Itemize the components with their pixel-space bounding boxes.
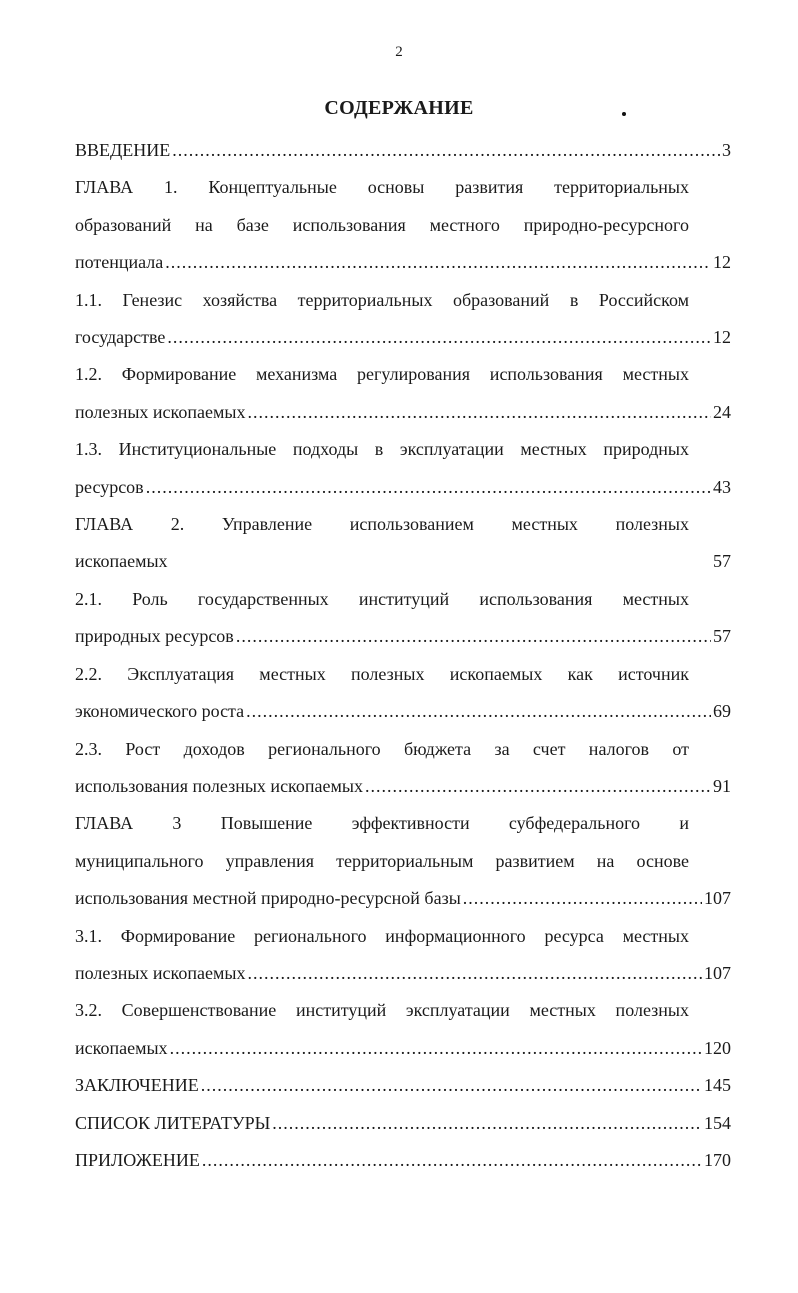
toc-entry-text-line: 1.3. Институциональные подходы в эксплуатации местных природных xyxy=(75,439,689,460)
toc-entry[interactable] xyxy=(75,282,731,357)
toc-entry-text-line: ГЛАВА 3 Повышение эффективности субфедерального и xyxy=(75,813,689,834)
toc-entry-page-number: 24 xyxy=(713,401,731,422)
toc-entry-last-line xyxy=(75,618,731,655)
toc-entry-label: использования местной природно-ресурсной базы xyxy=(75,888,461,909)
toc-entry[interactable] xyxy=(75,431,731,506)
dot-leader xyxy=(246,693,711,730)
dot-leader xyxy=(236,618,711,655)
toc-entry-label: использования полезных ископаемых xyxy=(75,775,363,796)
toc-entry-text-line: 2.1. Роль государственных институций использования местных xyxy=(75,588,689,609)
toc-entry[interactable] xyxy=(75,169,731,281)
toc-entry[interactable] xyxy=(75,731,731,806)
dot-leader xyxy=(463,880,702,917)
toc-entry-text-line: 1.2. Формирование механизма регулирования использования местных xyxy=(75,364,689,385)
toc-entry-last-line xyxy=(75,1142,731,1179)
toc-entry-text-line: 3.1. Формирование регионального информационного ресурса местных xyxy=(75,925,689,946)
dot-leader xyxy=(167,319,711,356)
toc-entry[interactable] xyxy=(75,1067,731,1104)
toc-entry-page-number: 3 xyxy=(722,140,731,160)
toc-entry-last-line xyxy=(75,469,731,506)
toc-entry-last-line xyxy=(75,693,731,730)
toc-entry-label: экономического роста xyxy=(75,701,245,722)
toc-entry[interactable] xyxy=(75,805,731,917)
toc-entry-text-line: ГЛАВА 2. Управление использованием местных полезных xyxy=(75,514,689,535)
toc-entry-last-line xyxy=(75,1030,731,1067)
toc-entry-page-number: 57 xyxy=(713,551,731,572)
toc-entry-text-line: ГЛАВА 1. Концептуальные основы развития территориальных xyxy=(75,177,689,198)
toc-entry-page-number: 12 xyxy=(713,327,731,348)
dot-leader xyxy=(201,1067,702,1104)
toc-entry-label: государстве xyxy=(75,327,166,348)
toc-entry-label: природных ресурсов xyxy=(75,626,234,647)
toc-entry-last-line xyxy=(75,955,731,992)
toc-entry-page-number: 69 xyxy=(713,701,731,722)
toc-entry-text-line: образований на базе использования местного природно-ресурсного xyxy=(75,214,689,235)
toc-entry-label: ископаемых xyxy=(75,1037,168,1058)
toc-entry-page-number: 57 xyxy=(713,626,731,647)
dot-leader xyxy=(170,1030,702,1067)
toc-entry-last-line xyxy=(75,768,731,805)
toc-entry-page-number: 120 xyxy=(704,1037,731,1058)
toc-entry-page-number: 43 xyxy=(713,476,731,497)
toc-entry[interactable] xyxy=(75,506,731,581)
dot-leader xyxy=(247,394,711,431)
toc-entry-page-number: 12 xyxy=(713,252,731,273)
toc-entry-last-line xyxy=(75,1067,731,1104)
toc-entry-label: полезных ископаемых xyxy=(75,401,246,422)
toc-entry-page-number: 107 xyxy=(704,888,731,909)
toc-entry-label: ЗАКЛЮЧЕНИЕ xyxy=(75,1075,199,1096)
toc-entry-last-line xyxy=(75,543,731,580)
toc-entry[interactable] xyxy=(75,1142,731,1179)
dot-leader xyxy=(247,955,702,992)
toc-entry-label: ПРИЛОЖЕНИЕ xyxy=(75,1149,200,1170)
toc-entry-text-line: 3.2. Совершенствование институций эксплуатации местных полезных xyxy=(75,1000,689,1021)
toc-entry-label: потенциала xyxy=(75,252,164,273)
page-number: 2 xyxy=(395,44,403,60)
toc-entry[interactable] xyxy=(75,918,731,993)
toc-entry-last-line xyxy=(75,880,731,917)
toc-entry-label: СПИСОК ЛИТЕРАТУРЫ xyxy=(75,1112,271,1133)
toc-entry-text-line: 1.1. Генезис хозяйства территориальных образований в Российском xyxy=(75,289,689,310)
toc-entry-label: полезных ископаемых xyxy=(75,962,246,983)
toc-entry-label: ВВЕДЕНИЕ xyxy=(75,140,171,160)
toc-entry[interactable] xyxy=(75,1105,731,1142)
toc-entry-label: ресурсов xyxy=(75,476,144,497)
dot-leader xyxy=(202,1142,702,1179)
toc-entry-page-number: 91 xyxy=(713,775,731,796)
toc-entry-label: ископаемых xyxy=(75,551,168,572)
dot-leader xyxy=(272,1105,702,1142)
dot-leader xyxy=(165,244,711,281)
toc-entry-text-line: 2.3. Рост доходов регионального бюджета за счет налогов от xyxy=(75,738,689,759)
toc-entry-last-line xyxy=(75,132,731,169)
toc-entry-page-number: 154 xyxy=(704,1112,731,1133)
toc-entry-page-number: 107 xyxy=(704,962,731,983)
toc-entry-text-line: 2.2. Эксплуатация местных полезных ископаемых как источник xyxy=(75,663,689,684)
scan-speck xyxy=(622,112,626,116)
toc-entry[interactable] xyxy=(75,356,731,431)
page-title: СОДЕРЖАНИЕ xyxy=(324,97,474,119)
dot-leader xyxy=(365,768,711,805)
toc-entry[interactable] xyxy=(75,992,731,1067)
toc-entry[interactable] xyxy=(75,581,731,656)
toc-entry-text-line: муниципального управления территориальным развитием на основе xyxy=(75,850,689,871)
toc-entry-last-line xyxy=(75,394,731,431)
toc-entry-last-line xyxy=(75,319,731,356)
dot-leader xyxy=(146,469,711,506)
toc-entry[interactable] xyxy=(75,132,731,169)
toc-entry-last-line xyxy=(75,1105,731,1142)
toc-entry[interactable] xyxy=(75,656,731,731)
toc-entry-page-number: 145 xyxy=(704,1075,731,1096)
toc-entry-page-number: 170 xyxy=(704,1149,731,1170)
table-of-contents xyxy=(75,132,731,1179)
dot-leader xyxy=(172,132,720,169)
toc-entry-last-line xyxy=(75,244,731,281)
